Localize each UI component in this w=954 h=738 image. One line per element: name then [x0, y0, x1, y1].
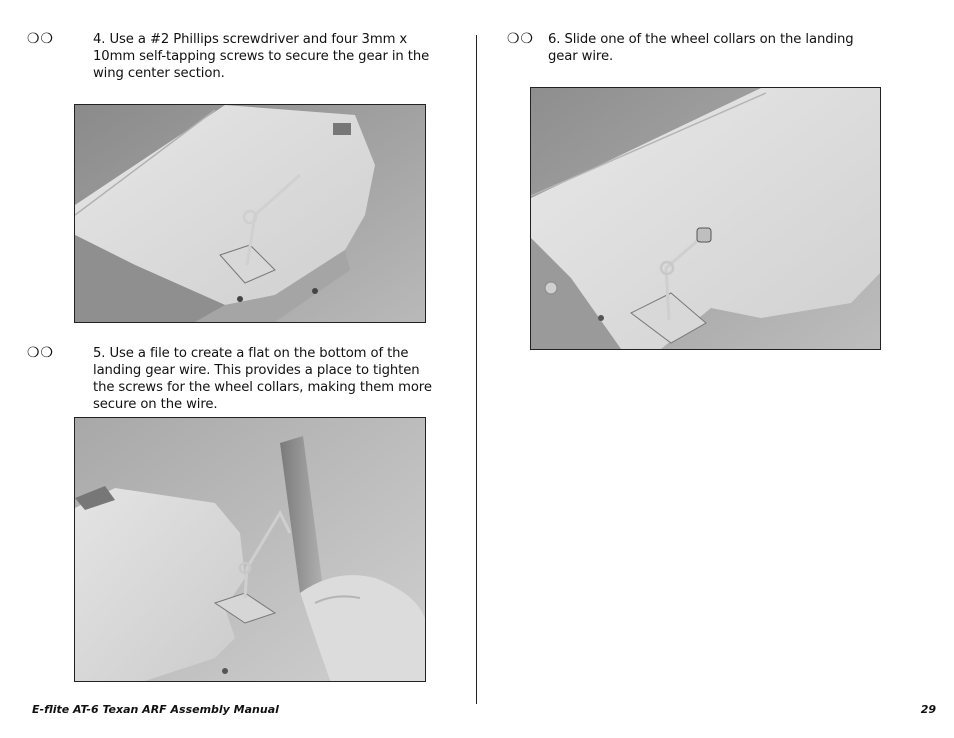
column-divider [476, 35, 477, 704]
step-6-checkboxes[interactable]: ❍❍ [507, 31, 535, 47]
photo-wheel-collar-on-wire [530, 87, 881, 350]
step-5-instruction [93, 345, 441, 413]
photo-filing-gear-wire [74, 417, 426, 682]
step-6-text: 6. Slide one of the wheel collars on the landing gear wire. [548, 32, 854, 64]
step-4-instruction [93, 31, 441, 82]
step-5-checkboxes[interactable]: ❍❍ [27, 345, 55, 361]
step-6-instruction [548, 31, 880, 65]
step-4-text: 4. Use a #2 Phillips screwdriver and four 3mm x 10mm self-tapping screws to secure the gear in the wing center section. [93, 32, 430, 81]
step-5-text: 5. Use a file to create a flat on the bottom of the landing gear wire. This provides a place to tighten the screws for the wheel collars, making them more secure on the wire. [93, 346, 432, 412]
photo-gear-screwed-to-wing [74, 104, 426, 323]
step-4-checkboxes[interactable]: ❍❍ [27, 31, 55, 47]
footer-page-number: 29 [920, 703, 936, 716]
footer-manual-title: E-flite AT-6 Texan ARF Assembly Manual [32, 703, 279, 716]
